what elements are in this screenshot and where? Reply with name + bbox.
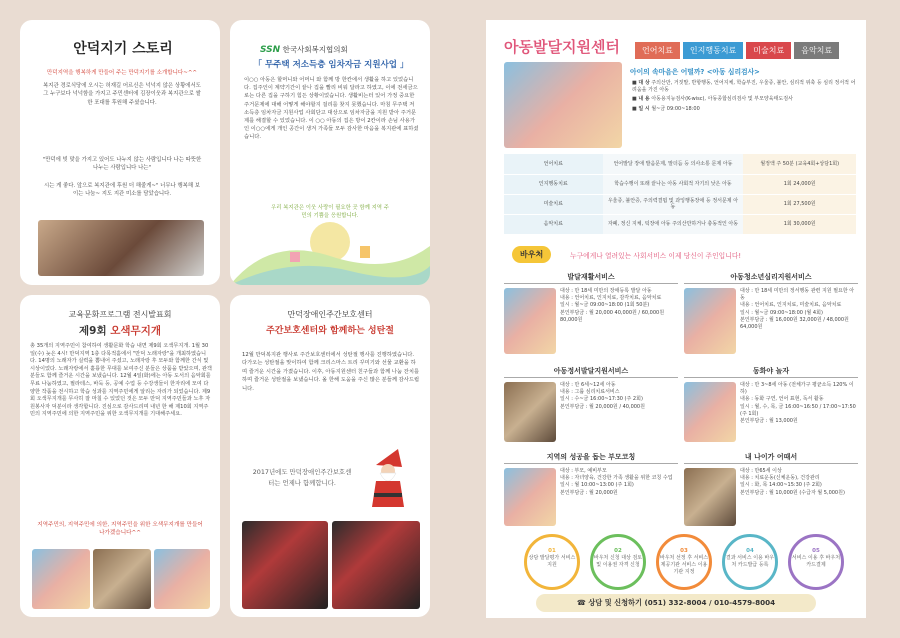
santa-illustration bbox=[358, 445, 418, 515]
service-2-line: 일시 : 월~금 09:00~18:00 (월 4회) bbox=[740, 309, 823, 316]
rainbow-photo-1 bbox=[32, 549, 90, 609]
divider bbox=[684, 377, 858, 378]
service-6-line: 대상 : 만65세 이상 bbox=[740, 468, 782, 474]
service-1-details bbox=[560, 288, 678, 324]
rainbow-title-prefix: 제9회 bbox=[79, 325, 107, 337]
service-1-line: 본인부담금 : 월 20,000 40,000원 / 60,000원 80,000원 bbox=[560, 309, 665, 323]
fee-value: 1회 27,500원 bbox=[743, 194, 856, 214]
service-4-details bbox=[740, 382, 858, 425]
center-photo bbox=[504, 62, 622, 148]
service-3-line: 일시 : 수~금 16:00~17:30 (주 2회) bbox=[560, 396, 643, 403]
table-row bbox=[504, 174, 856, 194]
service-3-line: 대상 : 만 6세~12세 아동 bbox=[560, 382, 616, 388]
service-5-line: 일시 : 월 10:00~13:00 (주 1회) bbox=[560, 482, 634, 489]
christmas-body: 12월 만덕복지관 행사로 주간보호센터에서 성탄절 행사를 진행하였습니다. 다가오는 성탄절을 맞이하여 함께 크리스마스 트리 꾸미기와 선물 교환을 하며 즐거운 시간을 가졌습니다. 이후, 아동지원센터 친구들과 함께 나눔 잔치를 하며 즐거운 성탄절을 보냈습니다. 올 한해 도움을 주신 많은 분들께 감사드립니다. bbox=[242, 352, 420, 392]
table-row bbox=[504, 154, 856, 174]
service-5-photo bbox=[504, 468, 556, 526]
step-2-text: 바우처 신청 대상 검토 및 이용권 자격 신청 bbox=[593, 555, 643, 568]
fee-value: 월정액 주 50분 (교육4회+상담1회) bbox=[743, 154, 856, 174]
fee-name: 음악치료 bbox=[504, 214, 603, 234]
divider bbox=[684, 463, 858, 464]
ssn-logo: SSN bbox=[260, 45, 281, 55]
ssn-title: 「 무주택 저소득층 임차자금 지원사업 」 bbox=[253, 60, 409, 70]
step-4 bbox=[722, 534, 778, 590]
service-2-line: 본인부담금 : 월 16,000원 32,000원 / 48,000원 64,000원 bbox=[740, 316, 849, 331]
step-2-num: 02 bbox=[614, 548, 622, 554]
christmas-photo-1 bbox=[242, 521, 328, 609]
story-subtitle: 만덕지역을 행복하게 만들어 주는 만덕지기를 소개합니다~^^ bbox=[46, 70, 198, 76]
rainbow-quote: 지역주민의, 지역주민에 의한, 지역주민을 위한 오색무지개를 만들어 나가겠습니다^^ bbox=[37, 522, 203, 537]
service-3 bbox=[504, 366, 678, 450]
info-content: ■ 내 용 아동용지능검사(K-wisc), 아동종합심리검사 및 부모양육태도검사 bbox=[632, 96, 793, 103]
service-5-line: 대상 : 부모, 예비부모 bbox=[560, 468, 607, 474]
right-page bbox=[486, 20, 866, 618]
service-5 bbox=[504, 452, 678, 530]
step-3-text: 바우처 선정 후 서비스 제공기관 서비스 이용 기관 지정 bbox=[659, 555, 709, 575]
info-content-label: 내 용 bbox=[638, 96, 650, 103]
voucher-badge: 바우처 bbox=[512, 246, 551, 263]
service-2-line: 내용 : 언어치료, 인지치료, 미술치료, 음악치료 bbox=[740, 302, 842, 309]
center-title: 아동발달지원센터 bbox=[504, 38, 620, 56]
phone-icon: ☎ bbox=[576, 598, 586, 607]
info-target-value: 주의산만, 거짓말, 반항행동, 언어지체, 학습부진, 우울증, 불안, 심리적 위축 등 심리 정서적 어려움을 가진 아동 bbox=[632, 80, 856, 94]
santa-belt-shape bbox=[374, 493, 402, 497]
ssn-org-name: 한국사회복지협의회 bbox=[282, 45, 348, 54]
rainbow-photo-3 bbox=[154, 549, 210, 609]
service-1-line: 일시 : 월~금 09:00~18:00 (1회 50분) bbox=[560, 302, 650, 309]
card-ssn bbox=[230, 20, 430, 285]
rainbow-title-main: 오색무지개 bbox=[110, 325, 161, 337]
voucher-banner bbox=[512, 246, 852, 264]
service-6-details bbox=[740, 468, 858, 497]
therapy-tags bbox=[632, 38, 839, 59]
service-3-line: 본인부담금 : 월 20,000원 / 40,000원 bbox=[560, 403, 645, 410]
info-time-label: 일 시 bbox=[638, 105, 650, 112]
fee-table bbox=[504, 154, 856, 235]
service-6-line: 일시 : 화, 목 14:00~15:30 (주 2회) bbox=[740, 482, 822, 489]
divider bbox=[504, 463, 678, 464]
card-christmas bbox=[230, 295, 430, 617]
service-6-title: 내 나이가 어때서 bbox=[744, 453, 798, 461]
step-4-num: 04 bbox=[746, 548, 754, 554]
step-5-num: 05 bbox=[812, 548, 820, 554]
card-story bbox=[20, 20, 220, 285]
hills-illustration bbox=[230, 216, 430, 285]
fee-desc: 학습수행이 또래 끝나는 아동 사회적 자기의 낮은 아동 bbox=[603, 174, 744, 194]
step-5 bbox=[788, 534, 844, 590]
story-paragraph-2: "만덕에 빚 맞을 가지고 있어도 나누지 않는 사람입니다 나는 따뜻한 나누는 사람입니다 나는" bbox=[42, 157, 202, 172]
service-2-line: 대상 : 만 18세 미만의 정서행동 관련 지원 필요한 아동 bbox=[740, 288, 855, 302]
christmas-title: 주간보호센터와 함께하는 성탄절 bbox=[266, 326, 394, 336]
ssn-note: 우리 복지관은 이웃 사랑이 필요한 곳 함께 지역 주민의 기쁨을 응원합니다. bbox=[271, 205, 389, 219]
rainbow-photo-2 bbox=[93, 549, 151, 609]
service-4-line: 내용 : 동화 구연, 언어 표현, 독서 활동 bbox=[740, 396, 824, 403]
christmas-kicker: 만덕장애인주간보호센터 bbox=[287, 310, 373, 319]
divider bbox=[504, 377, 678, 378]
service-5-title: 지역의 성공을 돕는 부모코칭 bbox=[546, 453, 636, 461]
step-5-text: 서비스 이용 후 바우처 카드결제 bbox=[791, 555, 841, 568]
rainbow-title bbox=[30, 323, 210, 338]
fee-desc: 자폐, 정신 지체, 틱장애 아동 주의산만하거나 충동적인 아동 bbox=[603, 214, 744, 234]
fee-name: 언어치료 bbox=[504, 154, 603, 174]
service-1-photo bbox=[504, 288, 556, 354]
fee-table-wrap bbox=[504, 154, 856, 235]
fee-desc: 우울증, 불안증, 주의력결핍 및 과잉행동장애 등 정서문제 아동 bbox=[603, 194, 744, 214]
service-4-photo bbox=[684, 382, 736, 442]
story-title: 안덕지기 스토리 bbox=[73, 41, 173, 57]
assessment-question: 아이의 속마음은 어떨까? <아동 심리검사> bbox=[630, 68, 760, 76]
service-2-title: 아동청소년심리지원서비스 bbox=[730, 273, 812, 281]
service-3-line: 내용 : 그룹 심리치료서비스 bbox=[560, 389, 620, 396]
service-5-details bbox=[560, 468, 678, 497]
service-2-photo bbox=[684, 288, 736, 354]
service-3-title: 아동정서발달지원서비스 bbox=[553, 367, 629, 375]
service-4 bbox=[684, 366, 858, 450]
step-1-text: 상담 발달평가 서비스 지원 bbox=[528, 555, 576, 568]
info-target: ■ 대 상 주의산만, 거짓말, 반항행동, 언어지체, 학습부진, 우울증, 불안, 심리적 위축 등 심리 정서적 어려움을 가진 아동 bbox=[632, 80, 856, 94]
step-1-num: 01 bbox=[548, 548, 556, 554]
tag-music[interactable]: 음악치료 bbox=[794, 42, 839, 59]
service-1-line: 대상 : 만 18세 미만의 장애등록 발달 아동 bbox=[560, 288, 652, 294]
table-row bbox=[504, 214, 856, 234]
fee-name: 인지행동치료 bbox=[504, 174, 603, 194]
service-6-photo bbox=[684, 468, 736, 526]
info-time: ■ 일 시 월~금 09:00~18:00 bbox=[632, 105, 700, 112]
service-5-line: 내용 : 자녀양육, 건강한 가족 생활을 위한 코칭 수업 bbox=[560, 475, 673, 482]
story-paragraph-1: 복지관 경로식당에 오시는 허재길 어르신은 넉넉지 않은 상황에서도 그 누구보다 넉넉함을 가지고 주민센터에 김장이웃과 복지관으로 쌀 한 포대를 후원해 주셨습니다. bbox=[43, 83, 201, 106]
service-4-line: 일시 : 월, 수, 목, 금 16:00~16:50 / 17:00~17:50 (주 1회) bbox=[740, 403, 856, 417]
contact-bar bbox=[536, 594, 816, 612]
christmas-handwriting: 2017년에도 만덕장애인주간보호센터는 언제나 함께합니다. bbox=[252, 468, 352, 487]
story-photo bbox=[38, 220, 204, 276]
house-icon bbox=[290, 252, 300, 262]
service-6 bbox=[684, 452, 858, 530]
assessment-info bbox=[632, 80, 857, 113]
step-2 bbox=[590, 534, 646, 590]
service-5-line: 본인부담금 : 월 20,000원 bbox=[560, 489, 618, 496]
service-2 bbox=[684, 272, 858, 366]
fee-value: 1회 30,000원 bbox=[743, 214, 856, 234]
table-row bbox=[504, 194, 856, 214]
fee-value: 1회 24,000원 bbox=[743, 174, 856, 194]
service-1-line: 내용 : 언어치료, 인지치료, 감각치료, 음악치료 bbox=[560, 295, 662, 302]
service-4-title: 동화야 놀자 bbox=[752, 367, 790, 375]
info-target-label: 대 상 bbox=[638, 80, 650, 86]
house-icon bbox=[360, 246, 370, 258]
service-2-details bbox=[740, 288, 858, 331]
step-1 bbox=[524, 534, 580, 590]
service-1-title: 발달재활서비스 bbox=[567, 273, 615, 281]
contact-phone[interactable]: (051) 332-8004 / 010-4579-8004 bbox=[644, 598, 776, 607]
service-6-line: 내용 : 치료운동(신체운동), 건강관리 bbox=[740, 475, 820, 482]
divider bbox=[684, 283, 858, 284]
rainbow-body: 총 35개의 지역주민이 참여하여 생활문화 학습 내면 제9회 오색무지개. 1월 30일(수) 늦은 4시! 만덕지역 1층 다목적홀에서 "만덕 노래자랑"을 개최하였습니다. 14명의 노래자가 실력을 뽐내어 주셨고, 노래자랑 후 모두와 함께한 간식 및 시상이었다. 노래자랑에서 훌륭한 무대를 보여주신 분들은 상품을 받았으며, 관객 분들도 함께 즐거운 시간을 보냈습니다. 12월 4일(화)에는 아동 도서의 음악회를 무료 나눔하였고, 필라테스, 바둑 등, 공예 수업 등 수강생들이 한자리에 모여 다양한 작품을 전시하고 학습 성과를 지역주민에게 알리는 자리가 되었습니다. 제9회 오색무지개를 무사히 잘 마칠 수 있었던 것은 모두 만덕 지역주민들과 노후 자원봉사자 덕분이라 생각합니다. 진심으로 감사드리며 내년 한 해 제10회 지역주민의 지역주민에 의한 지역주민을 위한 오색무지개를 기대해주세요. bbox=[30, 343, 212, 418]
service-1 bbox=[504, 272, 678, 366]
fee-desc: 언어발달 장애 발음문제, 말더듬 등 의사소통 문제 아동 bbox=[603, 154, 744, 174]
step-4-text: 결과 서비스 이용 바우처 카드발급 등록 bbox=[725, 555, 775, 568]
contact-label: 상담 및 신청하기 bbox=[588, 598, 642, 607]
info-time-value: 월~금 09:00~18:00 bbox=[651, 105, 700, 112]
service-4-line: 대상 : 만 3~8세 아동 (전체가구 평균소득 120% 이하) bbox=[740, 382, 854, 396]
tag-speech[interactable]: 언어치료 bbox=[635, 42, 680, 59]
card-rainbow bbox=[20, 295, 220, 617]
service-3-details bbox=[560, 382, 678, 411]
divider bbox=[504, 283, 678, 284]
ssn-body: 이○○ 아동은 할머니와 어머니 와 함께 방 한칸에서 생활을 하고 있었습니다. 집주인이 계약기간이 끝나 집을 빨리 비워 달라고 하였고, 이에 전세금으로는 다른 집을 구하기 힘든 상황이었습니다. 생활비는터 있어 가정 중요한 주거문제에 대해 어떻게 해야할지 걸리를 찾지 못했습니다. 마침 무주택 저소득층 임차자금 지원사업 사회단고 대상으로 임차자금을 지원 받아 주거문제를 해결할 수 있었습니다. 이 ○○ 아동의 집은 방이 2칸이라 손님 사용가인 이○○에게 개인 공간이 생겨 가족들 모두 감사한 마음을 복지관에 표하셨습니다. bbox=[244, 77, 419, 141]
step-3 bbox=[656, 534, 712, 590]
rainbow-kicker: 교육문화프로그램 전시발표회 bbox=[68, 310, 172, 319]
santa-beard-shape bbox=[380, 473, 396, 481]
tag-art[interactable]: 미술치료 bbox=[746, 42, 791, 59]
ssn-header bbox=[260, 44, 420, 55]
service-4-line: 본인부담금 : 월 13,000원 bbox=[740, 418, 798, 425]
fee-name: 미술치료 bbox=[504, 194, 603, 214]
story-paragraph-3: 시는 게 좋다. 앞으로 복지관에 후원 더 해줄게~" 너무나 행복해 보이는 나눔~ 지도 지관 미소를 담았습니다. bbox=[43, 183, 201, 198]
step-3-num: 03 bbox=[680, 548, 688, 554]
tag-cognitive[interactable]: 인지행동치료 bbox=[683, 42, 743, 59]
service-6-line: 본인부담금 : 월 10,000원 (수급자 월 5,000원) bbox=[740, 489, 845, 496]
info-content-value: 아동용지능검사(K-wisc), 아동종합심리검사 및 부모양육태도검사 bbox=[651, 96, 793, 103]
voucher-text: 누구에게나 열려있는 사회서비스 이제 당신이 주인입니다! bbox=[570, 252, 742, 260]
christmas-photo-2 bbox=[332, 521, 420, 609]
service-3-photo bbox=[504, 382, 556, 442]
